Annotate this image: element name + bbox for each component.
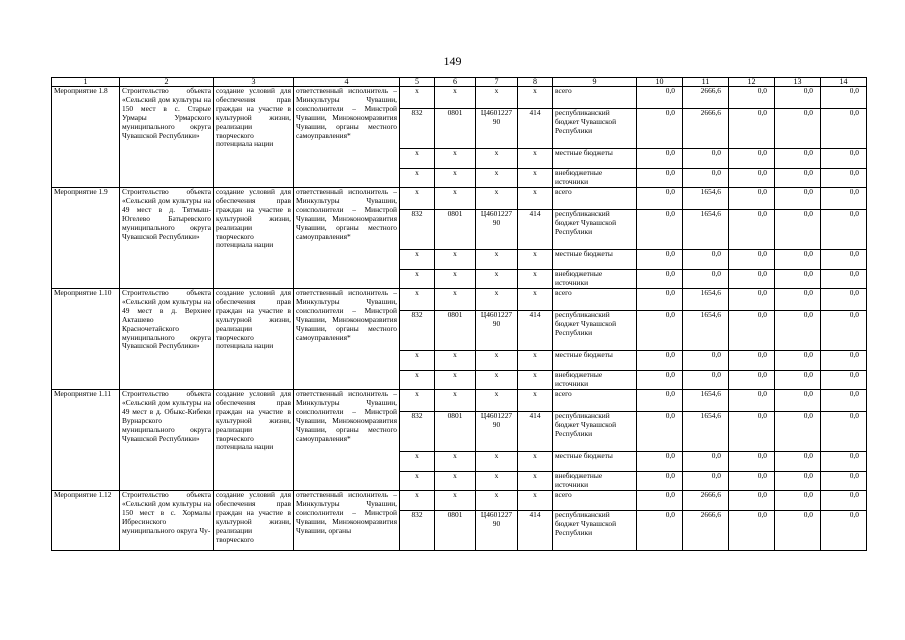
funding-source: местные бюджеты <box>553 149 637 169</box>
section-code: x <box>435 270 476 289</box>
value-col12: 0,0 <box>729 491 775 511</box>
funding-source: внебюджетные источники <box>553 169 637 188</box>
value-col14: 0,0 <box>821 289 867 311</box>
admin-code: x <box>400 390 435 412</box>
value-col11: 0,0 <box>683 270 729 289</box>
value-col11: 0,0 <box>683 250 729 270</box>
value-col12: 0,0 <box>729 390 775 412</box>
value-col12: 0,0 <box>729 289 775 311</box>
funding-source: местные бюджеты <box>553 452 637 472</box>
section-code: x <box>435 390 476 412</box>
value-col10: 0,0 <box>637 149 683 169</box>
expense-type-code: x <box>518 491 553 511</box>
value-col10: 0,0 <box>637 109 683 149</box>
value-col12: 0,0 <box>729 311 775 351</box>
value-col14: 0,0 <box>821 169 867 188</box>
section-code: 0801 <box>435 511 476 551</box>
column-number: 4 <box>294 78 400 87</box>
target-article-code: Ц4601227 90 <box>476 210 518 250</box>
column-number: 13 <box>775 78 821 87</box>
value-col13: 0,0 <box>775 311 821 351</box>
expense-type-code: x <box>518 289 553 311</box>
value-col14: 0,0 <box>821 511 867 551</box>
target-article-code: x <box>476 188 518 210</box>
value-col13: 0,0 <box>775 270 821 289</box>
measure-goal: создание условий для обеспечения прав граждан на участие в культурной жизни, реализации творческого потенциала нации <box>214 390 294 491</box>
expense-type-code: x <box>518 371 553 390</box>
value-col13: 0,0 <box>775 188 821 210</box>
value-col13: 0,0 <box>775 452 821 472</box>
admin-code: x <box>400 250 435 270</box>
section-code: x <box>435 351 476 371</box>
value-col11: 1654,6 <box>683 390 729 412</box>
column-number: 12 <box>729 78 775 87</box>
value-col11: 0,0 <box>683 149 729 169</box>
value-col11: 1654,6 <box>683 188 729 210</box>
funding-source: всего <box>553 289 637 311</box>
value-col13: 0,0 <box>775 511 821 551</box>
value-col11: 2666,6 <box>683 87 729 109</box>
funding-source: республиканский бюджет Чувашской Республики <box>553 511 637 551</box>
admin-code: 832 <box>400 412 435 452</box>
admin-code: x <box>400 452 435 472</box>
measure-object: Строительство объекта «Сельский дом культуры на 150 мест в с. Старые Урмары Урмарского муниципального округа Чувашской Республики» <box>120 87 214 188</box>
value-col10: 0,0 <box>637 169 683 188</box>
target-article-code: Ц4601227 90 <box>476 311 518 351</box>
target-article-code: x <box>476 289 518 311</box>
measure-executor: ответственный исполнитель – Минкультуры Чувашии, соисполнители – Минстрой Чувашии, Минэкономразвития Чувашии, органы местного самоуправления* <box>294 188 400 289</box>
value-col12: 0,0 <box>729 109 775 149</box>
expense-type-code: x <box>518 169 553 188</box>
target-article-code: x <box>476 491 518 511</box>
value-col14: 0,0 <box>821 472 867 491</box>
admin-code: x <box>400 472 435 491</box>
value-col10: 0,0 <box>637 250 683 270</box>
column-number: 7 <box>476 78 518 87</box>
value-col13: 0,0 <box>775 169 821 188</box>
column-number: 5 <box>400 78 435 87</box>
funding-source: республиканский бюджет Чувашской Республики <box>553 210 637 250</box>
section-code: x <box>435 250 476 270</box>
value-col13: 0,0 <box>775 412 821 452</box>
value-col10: 0,0 <box>637 210 683 250</box>
expense-type-code: x <box>518 188 553 210</box>
value-col14: 0,0 <box>821 87 867 109</box>
section-code: 0801 <box>435 311 476 351</box>
value-col10: 0,0 <box>637 452 683 472</box>
measure-executor: ответственный исполнитель – Минкультуры Чувашии, соисполнители – Минстрой Чувашии, Минэкономразвития Чувашии, органы местного самоуправления* <box>294 289 400 390</box>
target-article-code: Ц4601227 90 <box>476 109 518 149</box>
value-col11: 0,0 <box>683 452 729 472</box>
measure-goal: создание условий для обеспечения прав граждан на участие в культурной жизни, реализации творческого <box>214 491 294 551</box>
measure-name: Мероприятие 1.11 <box>52 390 120 491</box>
measure-object: Строительство объекта «Сельский дом культуры на 49 мест в д. Обыкс-Кибеки Вурнарского муниципального округа Чувашской Республики» <box>120 390 214 491</box>
measures-table <box>51 77 867 551</box>
value-col11: 1654,6 <box>683 311 729 351</box>
measure-executor: ответственный исполнитель – Минкультуры Чувашии, соисполнители – Минстрой Чувашии, Минэкономразвития Чувашии, органы местного самоуправления* <box>294 390 400 491</box>
column-number: 10 <box>637 78 683 87</box>
value-col14: 0,0 <box>821 311 867 351</box>
funding-source: всего <box>553 390 637 412</box>
funding-source: республиканский бюджет Чувашской Республики <box>553 412 637 452</box>
expense-type-code: x <box>518 452 553 472</box>
value-col14: 0,0 <box>821 149 867 169</box>
value-col11: 2666,6 <box>683 109 729 149</box>
measure-object: Строительство объекта «Сельский дом культуры на 49 мест в д. Тятмыш-Югелево Батыревского муниципального округа Чувашской Республики» <box>120 188 214 289</box>
expense-type-code: 414 <box>518 109 553 149</box>
measure-name: Мероприятие 1.10 <box>52 289 120 390</box>
target-article-code: x <box>476 270 518 289</box>
expense-type-code: x <box>518 390 553 412</box>
column-number-row <box>52 78 867 87</box>
value-col11: 0,0 <box>683 371 729 390</box>
column-number: 8 <box>518 78 553 87</box>
funding-source: республиканский бюджет Чувашской Республики <box>553 109 637 149</box>
admin-code: 832 <box>400 311 435 351</box>
measure-object: Строительство объекта «Сельский дом культуры на 150 мест в с. Хормалы Ибресинского муниципального округа Чу- <box>120 491 214 551</box>
admin-code: 832 <box>400 210 435 250</box>
section-code: x <box>435 149 476 169</box>
value-col13: 0,0 <box>775 351 821 371</box>
admin-code: x <box>400 169 435 188</box>
table-row <box>52 87 867 109</box>
target-article-code: x <box>476 371 518 390</box>
admin-code: x <box>400 87 435 109</box>
value-col14: 0,0 <box>821 109 867 149</box>
measure-goal: создание условий для обеспечения прав граждан на участие в культурной жизни, реализации творческого потенциала нации <box>214 188 294 289</box>
expense-type-code: 414 <box>518 412 553 452</box>
value-col12: 0,0 <box>729 351 775 371</box>
value-col14: 0,0 <box>821 210 867 250</box>
value-col12: 0,0 <box>729 452 775 472</box>
value-col14: 0,0 <box>821 390 867 412</box>
value-col13: 0,0 <box>775 491 821 511</box>
funding-source: всего <box>553 188 637 210</box>
admin-code: x <box>400 270 435 289</box>
target-article-code: x <box>476 390 518 412</box>
value-col11: 1654,6 <box>683 289 729 311</box>
value-col14: 0,0 <box>821 250 867 270</box>
value-col11: 2666,6 <box>683 491 729 511</box>
expense-type-code: x <box>518 250 553 270</box>
expense-type-code: x <box>518 351 553 371</box>
value-col14: 0,0 <box>821 188 867 210</box>
section-code: x <box>435 169 476 188</box>
value-col12: 0,0 <box>729 250 775 270</box>
measure-executor: ответственный исполнитель – Минкультуры Чувашии, соисполнители – Минстрой Чувашии, Минэкономразвития Чувашии, органы <box>294 491 400 551</box>
admin-code: 832 <box>400 511 435 551</box>
value-col11: 0,0 <box>683 351 729 371</box>
value-col12: 0,0 <box>729 149 775 169</box>
section-code: x <box>435 188 476 210</box>
value-col10: 0,0 <box>637 87 683 109</box>
target-article-code: Ц4601227 90 <box>476 511 518 551</box>
section-code: x <box>435 491 476 511</box>
value-col10: 0,0 <box>637 270 683 289</box>
admin-code: x <box>400 491 435 511</box>
target-article-code: Ц4601227 90 <box>476 412 518 452</box>
admin-code: x <box>400 351 435 371</box>
column-number: 1 <box>52 78 120 87</box>
measure-name: Мероприятие 1.9 <box>52 188 120 289</box>
value-col10: 0,0 <box>637 491 683 511</box>
page-number: 149 <box>443 54 462 68</box>
expense-type-code: x <box>518 149 553 169</box>
value-col10: 0,0 <box>637 390 683 412</box>
section-code: 0801 <box>435 109 476 149</box>
value-col10: 0,0 <box>637 311 683 351</box>
value-col13: 0,0 <box>775 289 821 311</box>
target-article-code: x <box>476 452 518 472</box>
expense-type-code: x <box>518 472 553 491</box>
value-col14: 0,0 <box>821 452 867 472</box>
measure-goal: создание условий для обеспечения прав граждан на участие в культурной жизни, реализации творческого потенциала нации <box>214 87 294 188</box>
target-article-code: x <box>476 87 518 109</box>
column-number: 3 <box>214 78 294 87</box>
value-col12: 0,0 <box>729 270 775 289</box>
expense-type-code: x <box>518 87 553 109</box>
section-code: x <box>435 452 476 472</box>
target-article-code: x <box>476 472 518 491</box>
admin-code: x <box>400 149 435 169</box>
funding-source: внебюджетные источники <box>553 371 637 390</box>
value-col12: 0,0 <box>729 188 775 210</box>
column-number: 11 <box>683 78 729 87</box>
section-code: 0801 <box>435 210 476 250</box>
table-row <box>52 188 867 210</box>
value-col13: 0,0 <box>775 210 821 250</box>
target-article-code: x <box>476 351 518 371</box>
value-col10: 0,0 <box>637 371 683 390</box>
measure-object: Строительство объекта «Сельский дом культуры на 49 мест в д. Верхнее Акташево Красночетайского муниципального округа Чувашской Республики» <box>120 289 214 390</box>
expense-type-code: x <box>518 270 553 289</box>
value-col13: 0,0 <box>775 390 821 412</box>
value-col10: 0,0 <box>637 351 683 371</box>
section-code: x <box>435 371 476 390</box>
value-col10: 0,0 <box>637 289 683 311</box>
funding-source: всего <box>553 491 637 511</box>
value-col14: 0,0 <box>821 270 867 289</box>
measure-goal: создание условий для обеспечения прав граждан на участие в культурной жизни, реализации творческого потенциала нации <box>214 289 294 390</box>
column-number: 9 <box>553 78 637 87</box>
expense-type-code: 414 <box>518 311 553 351</box>
value-col12: 0,0 <box>729 371 775 390</box>
value-col12: 0,0 <box>729 169 775 188</box>
column-number: 6 <box>435 78 476 87</box>
funding-source: внебюджетные источники <box>553 472 637 491</box>
section-code: x <box>435 289 476 311</box>
admin-code: x <box>400 188 435 210</box>
value-col12: 0,0 <box>729 87 775 109</box>
funding-source: республиканский бюджет Чувашской Республики <box>553 311 637 351</box>
measure-name: Мероприятие 1.12 <box>52 491 120 551</box>
admin-code: x <box>400 289 435 311</box>
funding-source: местные бюджеты <box>553 250 637 270</box>
funding-source: внебюджетные источники <box>553 270 637 289</box>
value-col13: 0,0 <box>775 149 821 169</box>
section-code: x <box>435 87 476 109</box>
value-col11: 0,0 <box>683 472 729 491</box>
target-article-code: x <box>476 149 518 169</box>
value-col13: 0,0 <box>775 371 821 390</box>
table-row <box>52 491 867 511</box>
target-article-code: x <box>476 169 518 188</box>
value-col14: 0,0 <box>821 371 867 390</box>
column-number: 14 <box>821 78 867 87</box>
admin-code: x <box>400 371 435 390</box>
table-row <box>52 390 867 412</box>
value-col12: 0,0 <box>729 511 775 551</box>
value-col12: 0,0 <box>729 472 775 491</box>
section-code: 0801 <box>435 412 476 452</box>
value-col13: 0,0 <box>775 109 821 149</box>
column-number: 2 <box>120 78 214 87</box>
value-col10: 0,0 <box>637 511 683 551</box>
table-row <box>52 289 867 311</box>
value-col11: 1654,6 <box>683 412 729 452</box>
expense-type-code: 414 <box>518 210 553 250</box>
value-col14: 0,0 <box>821 412 867 452</box>
funding-source: всего <box>553 87 637 109</box>
section-code: x <box>435 472 476 491</box>
measure-executor: ответственный исполнитель – Минкультуры Чувашии, соисполнители – Минстрой Чувашии, Минэкономразвития Чувашии, органы местного самоуправления* <box>294 87 400 188</box>
expense-type-code: 414 <box>518 511 553 551</box>
funding-source: местные бюджеты <box>553 351 637 371</box>
value-col12: 0,0 <box>729 412 775 452</box>
value-col13: 0,0 <box>775 87 821 109</box>
value-col10: 0,0 <box>637 412 683 452</box>
value-col13: 0,0 <box>775 250 821 270</box>
value-col10: 0,0 <box>637 472 683 491</box>
value-col11: 1654,6 <box>683 210 729 250</box>
measure-name: Мероприятие 1.8 <box>52 87 120 188</box>
value-col14: 0,0 <box>821 351 867 371</box>
value-col11: 2666,6 <box>683 511 729 551</box>
value-col14: 0,0 <box>821 491 867 511</box>
admin-code: 832 <box>400 109 435 149</box>
table-body <box>52 78 867 551</box>
value-col11: 0,0 <box>683 169 729 188</box>
value-col13: 0,0 <box>775 472 821 491</box>
target-article-code: x <box>476 250 518 270</box>
value-col12: 0,0 <box>729 210 775 250</box>
value-col10: 0,0 <box>637 188 683 210</box>
